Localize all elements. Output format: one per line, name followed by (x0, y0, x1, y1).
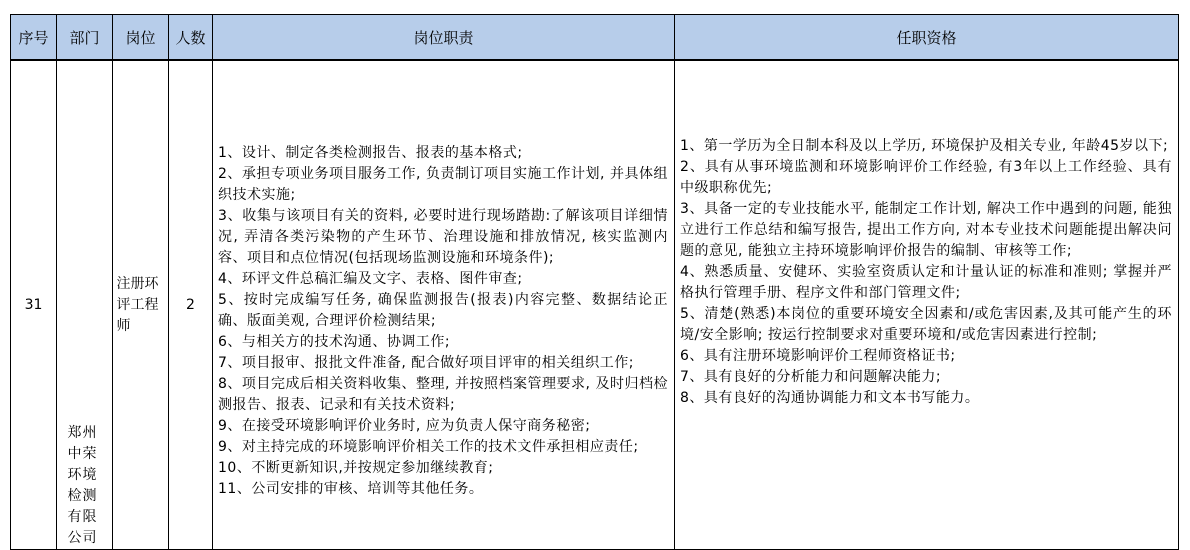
header-count: 人数 (169, 15, 213, 61)
table-row (11, 60, 1179, 550)
duty-item: 3、收集与该项目有关的资料, 必要时进行现场踏勘:了解该项目详细情况, 弄清各类污染物的产生环节、治理设施和排放情况, 核实监测内容、项目和点位情况(包括现场监测设施和环境条件); (218, 207, 668, 266)
position-name: 注册环评工程师 (116, 275, 159, 334)
duty-item: 10、不断更新知识,并按规定参加继续教育; (218, 459, 494, 476)
qualification-item: 1、第一学历为全日制本科及以上学历, 环境保护及相关专业, 年龄45岁以下; (680, 137, 1169, 154)
header-duties: 岗位职责 (213, 15, 675, 61)
qualification-item: 5、清楚(熟悉)本岗位的重要环境安全因素和/或危害因素,及其可能产生的环境/安全影响; 按运行控制要求对重要环境和/或危害因素进行控制; (680, 305, 1172, 343)
header-qualifications: 任职资格 (675, 15, 1179, 61)
cell-qualifications (675, 60, 1179, 550)
dept-name: 郑州中荣环境检测有限公司 (67, 425, 98, 546)
duty-item: 7、项目报审、报批文件准备, 配合做好项目评审的相关组织工作; (218, 354, 635, 371)
cell-duties (213, 60, 675, 550)
cell-position (113, 60, 169, 550)
duty-item: 9、在接受环境影响评价业务时, 应为负责人保守商务秘密; (218, 417, 591, 434)
qualification-item: 8、具有良好的沟通协调能力和文本书写能力。 (680, 389, 980, 406)
header-seq: 序号 (11, 15, 57, 61)
recruitment-table (10, 14, 1179, 550)
duties-list (218, 129, 668, 500)
qualifications-list (680, 136, 1172, 475)
qualification-item: 4、熟悉质量、安健环、实验室资质认定和计量认证的标准和准则; 掌握并严格执行管理手册、程序文件和部门管理文件; (680, 263, 1172, 301)
duty-item: 8、项目完成后相关资料收集、整理, 并按照档案管理要求, 及时归档检测报告、报表、记录和有关技术资料; (218, 375, 668, 413)
duty-item: 9、对主持完成的环境影响评价相关工作的技术文件承担相应责任; (218, 438, 639, 455)
qualification-item: 2、具有从事环境监测和环境影响评价工作经验, 有3年以上工作经验、具有中级职称优先; (680, 158, 1172, 196)
duty-item: 6、与相关方的技术沟通、协调工作; (218, 333, 451, 350)
cell-count: 2 (169, 60, 213, 550)
duty-item: 4、环评文件总稿汇编及文字、表格、图件审查; (218, 270, 523, 287)
duty-item: 5、按时完成编写任务, 确保监测报告(报表)内容完整、数据结论正确、版面美观, 合理评价检测结果; (218, 291, 668, 329)
duty-item: 1、设计、制定各类检测报告、报表的基本格式; (218, 144, 523, 161)
qualification-item: 6、具有注册环境影响评价工程师资格证书; (680, 347, 956, 364)
duty-item: 11、公司安排的审核、培训等其他任务。 (218, 480, 484, 497)
qualification-item: 7、具有良好的分析能力和问题解决能力; (680, 368, 942, 385)
header-row (11, 15, 1179, 61)
qualification-item: 3、具备一定的专业技能水平, 能制定工作计划, 解决工作中遇到的问题, 能独立进行工作总结和编写报告, 提出工作方向, 对本专业技术问题能提出解决问题的意见, 能独立主持环境影响评价报告的编制、审核等工作; (680, 200, 1172, 259)
cell-seq: 31 (11, 60, 57, 550)
header-dept: 部门 (57, 15, 113, 61)
header-position: 岗位 (113, 15, 169, 61)
duty-item: 2、承担专项业务项目服务工作, 负责制订项目实施工作计划, 并具体组织技术实施; (218, 165, 668, 203)
cell-dept (57, 60, 113, 550)
